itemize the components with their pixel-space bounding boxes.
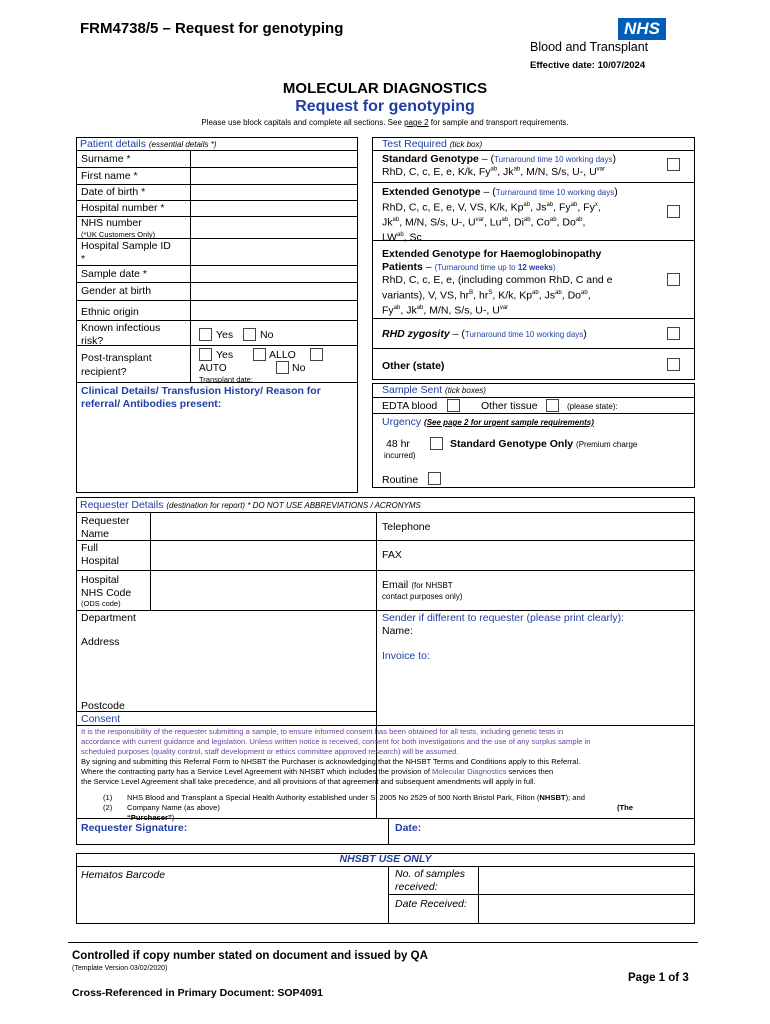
rhd-zygosity-title: RHD zygosity – (Turnaround time 10 working days) bbox=[382, 328, 587, 340]
sample-date-label: Sample date * bbox=[81, 268, 147, 280]
consent-heading: Consent bbox=[81, 713, 121, 725]
dob-label: Date of birth * bbox=[81, 186, 146, 198]
telephone-label: Telephone bbox=[382, 521, 431, 533]
haemo-body: RhD, C, c, E, e, (including common RhD, C and e variants), V, VS, $hr^B$, $hr^S$, K/k, $Kp^{ab}$, $Js^{ab}$, $Do^{ab}$, $Fy^{ab}$, $Jk^{ab}$, M/N, S/s, U-, $U^{var}$ bbox=[382, 274, 613, 316]
template-version: (Template Version 03/02/2020) bbox=[72, 965, 168, 972]
main-title: MOLECULAR DIAGNOSTICS bbox=[282, 80, 488, 97]
haemo-title-1: Extended Genotype for Haemoglobinopathy bbox=[382, 248, 602, 260]
other-tissue-label: Other tissue bbox=[481, 400, 538, 412]
email-field[interactable] bbox=[377, 571, 694, 610]
requester-heading: Requester Details (destination for report) * DO NOT USE ABBREVIATIONS / ACRONYMS bbox=[80, 499, 421, 511]
date-label: Date: bbox=[395, 822, 422, 834]
email-label: Email (for NHSBT bbox=[382, 579, 453, 591]
other-test-checkbox[interactable] bbox=[667, 358, 680, 371]
sender-name-label: Name: bbox=[382, 625, 413, 637]
barcode-label: Hematos Barcode bbox=[81, 869, 166, 881]
consent-text: It is the responsibility of the requester submitting a sample, to ensure informed consent has been obtained for all tests, including genetic tests in accordance with current guidance and legislation. Unless written notice is received, consent for both investigations and the use of any surplus sample in scheduled purposes (quality control, staff development or ethics committee approved research) will be assumed. By signing and submitting this Referral Form to NHSBT the Purchaser is acknowledging that the NHSBT Terms and Conditions apply to this Referral. Where the contracting party has a Service Level Agreement with NHSBT which includes the provision of Molecular Diagnostics services then the Service Level Agreement shall take precedence, and all provisions of that agreement and subsequent amendments will apply in full. bbox=[81, 727, 591, 786]
test-heading: Test Required (tick box) bbox=[382, 138, 483, 150]
first-name-field[interactable] bbox=[191, 168, 357, 184]
other-tissue-checkbox[interactable] bbox=[546, 399, 559, 412]
standard-genotype-title: Standard Genotype – (Turnaround time 10 working days) bbox=[382, 153, 616, 165]
samples-label-1: No. of samples bbox=[395, 868, 466, 880]
infectious-no-checkbox[interactable] bbox=[243, 328, 256, 341]
samples-label-2: received: bbox=[395, 881, 438, 893]
post-transplant-label-2: recipient? bbox=[81, 366, 127, 378]
sender-label: Sender if different to requester (please print clearly): bbox=[382, 612, 625, 624]
hospital-sample-id-label: Hospital Sample ID bbox=[81, 240, 171, 252]
edta-checkbox[interactable] bbox=[447, 399, 460, 412]
address-field[interactable] bbox=[77, 611, 375, 711]
standard-genotype-body: RhD, C, c, E, e, K/k, $Fy^{ab}$, $Jk^{ab}$, M/N, S/s, U-, $U^{var}$ bbox=[382, 166, 606, 178]
requester-name-label-1: Requester bbox=[81, 515, 130, 527]
surname-field[interactable] bbox=[191, 151, 357, 167]
hospital-number-label: Hospital number * bbox=[81, 202, 165, 214]
sample-sent-box bbox=[372, 383, 695, 488]
cross-reference: Cross-Referenced in Primary Document: SOP4091 bbox=[72, 987, 323, 999]
hospital-nhs-field[interactable] bbox=[151, 571, 375, 610]
hospital-number-field[interactable] bbox=[191, 201, 357, 216]
dob-field[interactable] bbox=[191, 185, 357, 200]
full-hospital-label-2: Hospital bbox=[81, 555, 119, 567]
routine-label: Routine bbox=[382, 474, 419, 486]
routine-checkbox[interactable] bbox=[428, 472, 441, 485]
haemo-title-2: Patients – (Turnaround time up to 12 weeks) bbox=[382, 261, 556, 273]
other-test-label: Other (state) bbox=[382, 360, 445, 372]
nhsbt-heading: NHSBT USE ONLY bbox=[339, 853, 432, 865]
fax-field[interactable] bbox=[377, 541, 694, 570]
allo-checkbox[interactable] bbox=[253, 348, 266, 361]
infectious-label-1: Known infectious bbox=[81, 322, 161, 334]
std-only-label: Standard Genotype Only (Premium charge bbox=[450, 438, 638, 450]
clinical-details-label-2: referral/ Antibodies present: bbox=[81, 398, 222, 410]
postcode-label: Postcode bbox=[81, 700, 125, 712]
controlled-note: Controlled if copy number stated on document and issued by QA bbox=[72, 950, 428, 962]
haemo-checkbox[interactable] bbox=[667, 273, 680, 286]
patient-heading: Patient details (essential details *) bbox=[80, 138, 217, 150]
consent-item-2: Company Name (as above) bbox=[127, 803, 220, 812]
nhs-number-label: NHS number bbox=[81, 217, 142, 229]
hospital-nhs-label-1: Hospital bbox=[81, 574, 119, 586]
transplant-date-label: Transplant date: bbox=[199, 375, 253, 384]
nhs-number-note: (*UK Customers Only) bbox=[81, 230, 156, 239]
date-received-label: Date Received: bbox=[395, 898, 467, 910]
first-name-label: First name * bbox=[81, 170, 138, 182]
nhs-logo: NHS bbox=[618, 18, 666, 40]
48hr-label: 48 hr bbox=[386, 438, 410, 450]
sender-invoice-field[interactable] bbox=[377, 611, 694, 711]
full-hospital-label-1: Full bbox=[81, 542, 98, 554]
logo-subtitle: Blood and Transplant bbox=[530, 40, 649, 54]
sub-title: Request for genotyping bbox=[295, 98, 475, 115]
infectious-yes-checkbox[interactable] bbox=[199, 328, 212, 341]
extended-genotype-checkbox[interactable] bbox=[667, 205, 680, 218]
hospital-nhs-label-2: NHS Code bbox=[81, 587, 132, 599]
hospital-sample-id-field[interactable] bbox=[191, 239, 357, 265]
requester-name-label-2: Name bbox=[81, 528, 110, 540]
transplant-extra-checkbox[interactable] bbox=[310, 348, 323, 361]
page2-link[interactable]: page 2 bbox=[404, 118, 429, 127]
ethnic-field[interactable] bbox=[191, 301, 357, 320]
48hr-checkbox[interactable] bbox=[430, 437, 443, 450]
consent-item-1: NHS Blood and Transplant a Special Health Authority established under SI 2005 No 2529 of 500 North Bristol Park, Filton (NHSBT); and bbox=[127, 793, 585, 802]
clinical-details-label-1: Clinical Details/ Transfusion History/ Reason for bbox=[81, 385, 321, 397]
full-hospital-field[interactable] bbox=[151, 541, 375, 570]
transplant-yes-checkbox[interactable] bbox=[199, 348, 212, 361]
signature-label: Requester Signature: bbox=[81, 822, 188, 834]
effective-date: Effective date: 10/07/2024 bbox=[530, 60, 646, 71]
telephone-field[interactable] bbox=[377, 513, 694, 540]
gender-label: Gender at birth bbox=[81, 285, 152, 297]
ods-label: (ODS code) bbox=[81, 599, 121, 608]
requester-name-field[interactable] bbox=[151, 513, 375, 540]
edta-label: EDTA blood bbox=[382, 400, 438, 412]
surname-label: Surname * bbox=[81, 153, 131, 165]
sample-sent-heading: Sample Sent (tick boxes) bbox=[382, 384, 486, 396]
address-label: Address bbox=[81, 636, 120, 648]
gender-field[interactable] bbox=[191, 283, 357, 300]
post-transplant-label-1: Post-transplant bbox=[81, 352, 152, 364]
clinical-details-field[interactable] bbox=[77, 412, 357, 492]
urgency-heading: Urgency (See page 2 for urgent sample requirements) bbox=[382, 416, 594, 428]
extended-genotype-body: RhD, C, c, E, e, V, VS, K/k, $Kp^{ab}$, $Js^{ab}$, $Fy^{ab}$, Fy$^x$, $Jk^{ab}$, M/N, S/s, U-, $U^{var}$, $Lu^{ab}$, $Di^{ab}$, $Co^{ab}$, $Do^{ab}$, $LW^{ab}$, Sc bbox=[382, 201, 601, 244]
standard-genotype-checkbox[interactable] bbox=[667, 158, 680, 171]
form-title: FRM4738/5 – Request for genotyping bbox=[80, 20, 344, 37]
fax-label: FAX bbox=[382, 549, 402, 561]
rhd-zygosity-checkbox[interactable] bbox=[667, 327, 680, 340]
date-field[interactable] bbox=[389, 819, 694, 844]
department-label: Department bbox=[81, 612, 136, 624]
ethnic-label: Ethnic origin bbox=[81, 306, 139, 318]
instructions: Please use block capitals and complete all sections. See page 2 for sample and transport requirements. bbox=[201, 118, 569, 127]
please-state-label: (please state): bbox=[567, 402, 618, 411]
page-number: Page 1 of 3 bbox=[628, 972, 689, 984]
transplant-no-checkbox[interactable] bbox=[276, 361, 289, 374]
sample-date-field[interactable] bbox=[191, 266, 357, 282]
nhs-number-field[interactable] bbox=[191, 217, 357, 238]
extended-genotype-title: Extended Genotype – (Turnaround time 10 working days) bbox=[382, 186, 618, 198]
infectious-label-2: risk? bbox=[81, 335, 104, 347]
invoice-label: Invoice to: bbox=[382, 650, 430, 662]
signature-field[interactable] bbox=[77, 819, 387, 844]
